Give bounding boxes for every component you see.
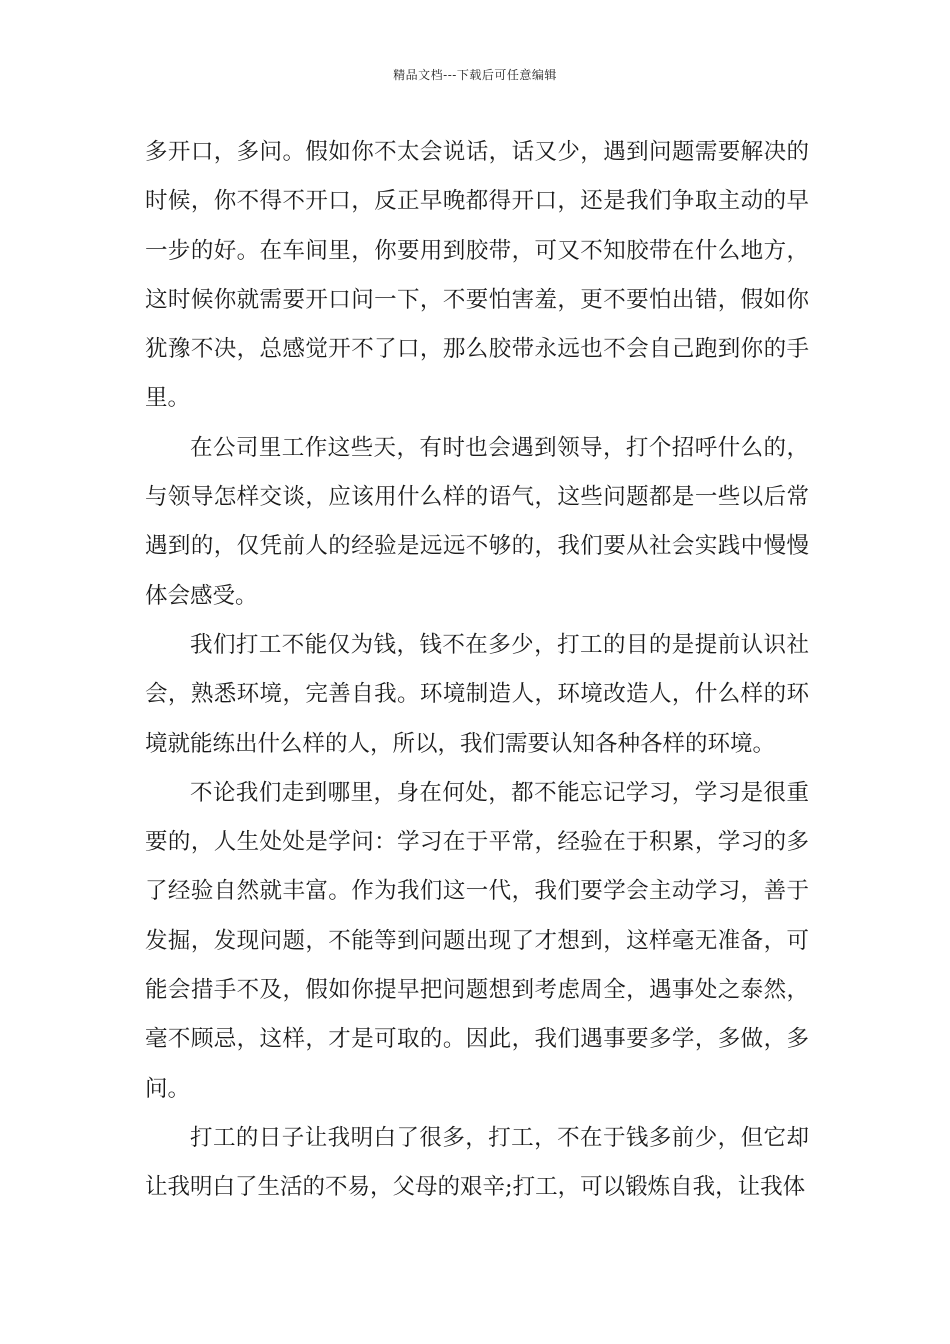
paragraph-1: 多开口，多问。假如你不太会说话，话又少，遇到问题需要解决的时候，你不得不开口，反正早晚都得开口，还是我们争取主动的早一步的好。在车间里，你要用到胶带，可又不知胶带在什么地方，这时候你就需要开口问一下，不要怕害羞，更不要怕出错，假如你犹豫不决，总感觉开不了口，那么胶带永远也不会自己跑到你的手里。 bbox=[145, 139, 809, 412]
document-body bbox=[145, 128, 809, 1213]
paragraph-5: 打工的日子让我明白了很多，打工，不在于钱多前少，但它却让我明白了生活的不易，父母的艰辛;打工，可以锻炼自我，让我体 bbox=[145, 1124, 809, 1201]
paragraph-4: 不论我们走到哪里，身在何处，都不能忘记学习，学习是很重要的，人生处处是学问：学习在于平常，经验在于积累，学习的多了经验自然就丰富。作为我们这一代，我们要学会主动学习，善于发掘，发现问题，不能等到问题出现了才想到，这样毫无准备，可能会措手不及，假如你提早把问题想到考虑周全，遇事处之泰然，毫不顾忌，这样，才是可取的。因此，我们遇事要多学，多做，多问。 bbox=[145, 779, 809, 1102]
paragraph-2: 在公司里工作这些天，有时也会遇到领导，打个招呼什么的，与领导怎样交谈，应该用什么样的语气，这些问题都是一些以后常遇到的，仅凭前人的经验是远远不够的，我们要从社会实践中慢慢体会感受。 bbox=[145, 434, 809, 609]
paragraph-3: 我们打工不能仅为钱，钱不在多少，打工的目的是提前认识社会，熟悉环境，完善自我。环境制造人，环境改造人，什么样的环境就能练出什么样的人，所以，我们需要认知各种各样的环境。 bbox=[145, 631, 809, 757]
page-header: 精品文档---下载后可任意编辑 bbox=[393, 68, 557, 82]
